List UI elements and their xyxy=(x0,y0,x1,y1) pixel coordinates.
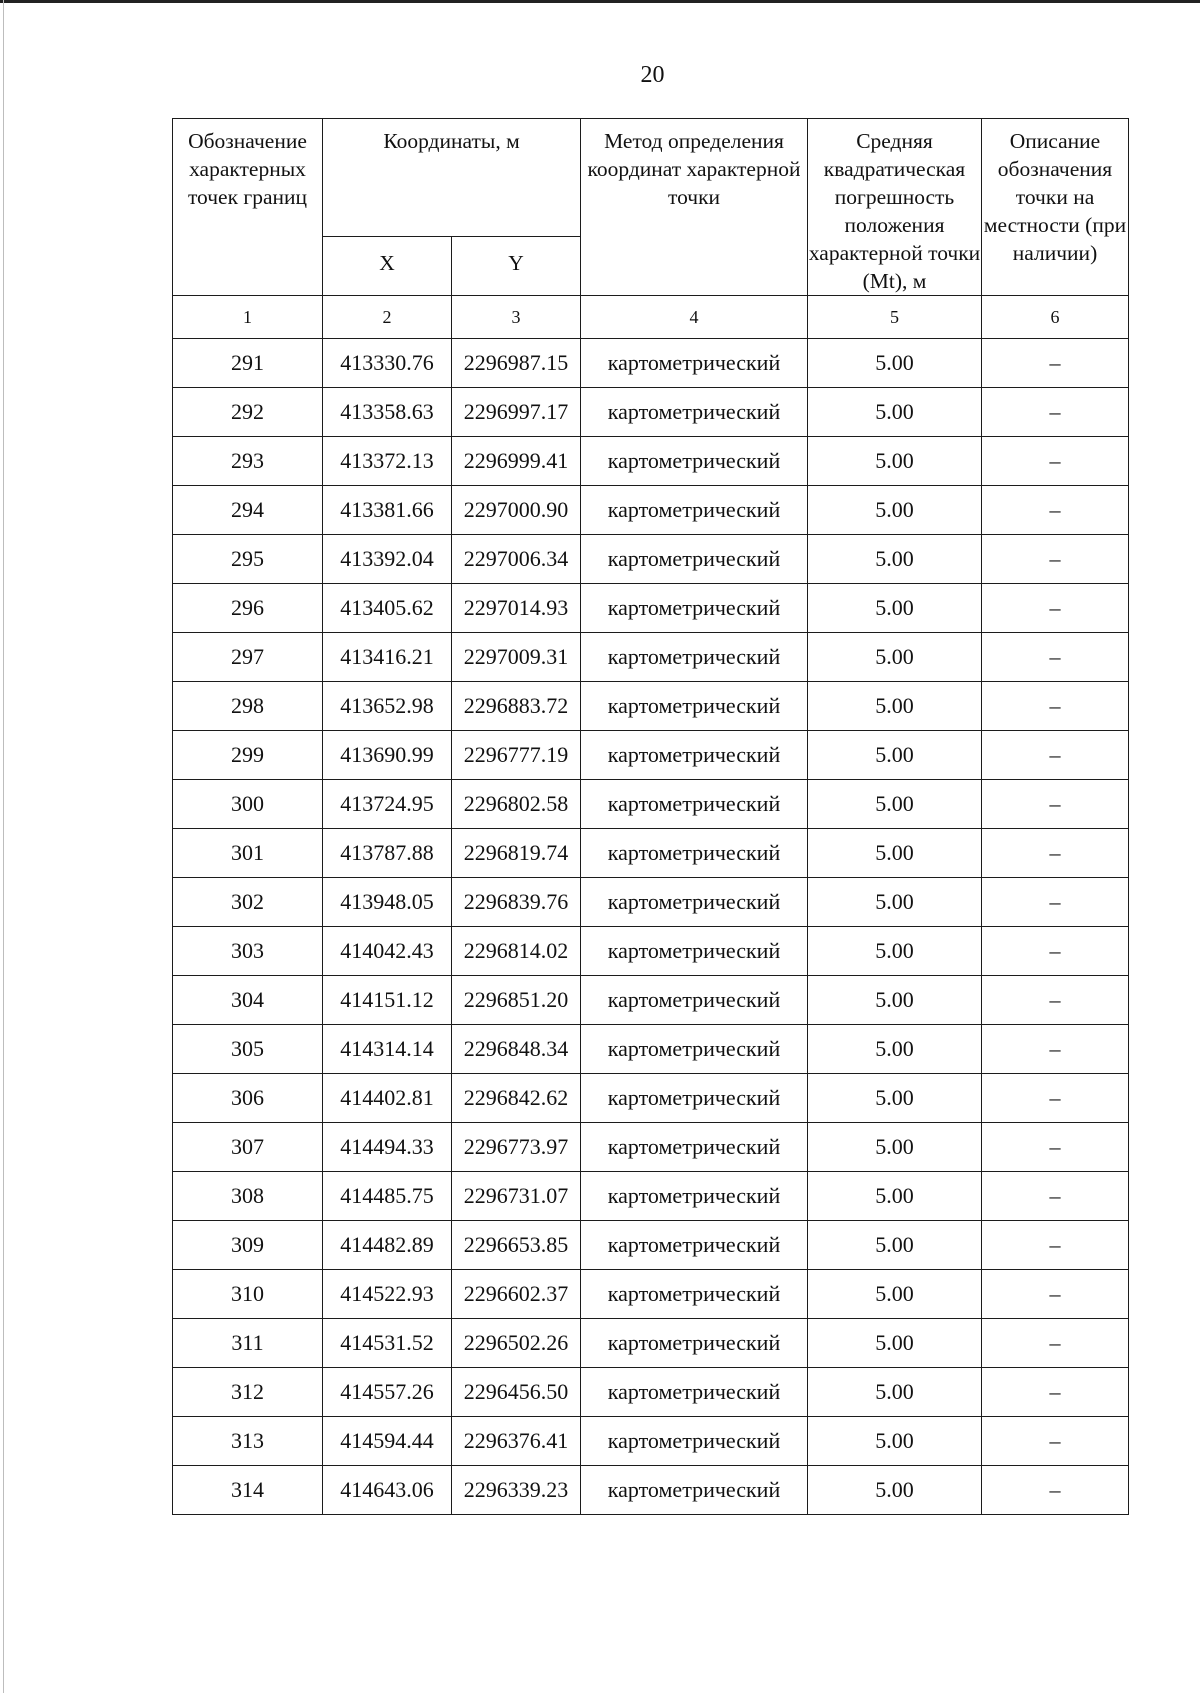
cell-x-coordinate: 413330.76 xyxy=(323,339,452,388)
cell-description: – xyxy=(982,1074,1129,1123)
cell-point-number: 307 xyxy=(173,1123,323,1172)
cell-mean-square-error: 5.00 xyxy=(808,1123,982,1172)
cell-x-coordinate: 414531.52 xyxy=(323,1319,452,1368)
cell-method: картометрический xyxy=(581,976,808,1025)
cell-description: – xyxy=(982,878,1129,927)
cell-mean-square-error: 5.00 xyxy=(808,1025,982,1074)
table-row xyxy=(173,1368,1129,1417)
cell-x-coordinate: 413381.66 xyxy=(323,486,452,535)
cell-method: картометрический xyxy=(581,1123,808,1172)
cell-description: – xyxy=(982,633,1129,682)
cell-method: картометрический xyxy=(581,1319,808,1368)
cell-method: картометрический xyxy=(581,731,808,780)
cell-description: – xyxy=(982,535,1129,584)
cell-y-coordinate: 2296777.19 xyxy=(452,731,581,780)
cell-point-number: 309 xyxy=(173,1221,323,1270)
table-row xyxy=(173,535,1129,584)
table-row xyxy=(173,1172,1129,1221)
cell-method: картометрический xyxy=(581,1221,808,1270)
cell-point-number: 304 xyxy=(173,976,323,1025)
cell-x-coordinate: 413372.13 xyxy=(323,437,452,486)
cell-mean-square-error: 5.00 xyxy=(808,1221,982,1270)
cell-description: – xyxy=(982,1123,1129,1172)
cell-x-coordinate: 413416.21 xyxy=(323,633,452,682)
cell-x-coordinate: 413652.98 xyxy=(323,682,452,731)
cell-mean-square-error: 5.00 xyxy=(808,1368,982,1417)
cell-method: картометрический xyxy=(581,584,808,633)
cell-description: – xyxy=(982,1466,1129,1515)
cell-y-coordinate: 2296653.85 xyxy=(452,1221,581,1270)
cell-x-coordinate: 413690.99 xyxy=(323,731,452,780)
cell-y-coordinate: 2296987.15 xyxy=(452,339,581,388)
table-row xyxy=(173,731,1129,780)
column-number: 2 xyxy=(323,296,452,339)
cell-mean-square-error: 5.00 xyxy=(808,927,982,976)
cell-y-coordinate: 2296731.07 xyxy=(452,1172,581,1221)
header-point-designation: Обозначение характерных точек границ xyxy=(173,119,323,296)
cell-method: картометрический xyxy=(581,486,808,535)
cell-point-number: 310 xyxy=(173,1270,323,1319)
left-scan-border xyxy=(3,0,4,1693)
cell-description: – xyxy=(982,1172,1129,1221)
column-number: 4 xyxy=(581,296,808,339)
cell-y-coordinate: 2296376.41 xyxy=(452,1417,581,1466)
top-scan-border xyxy=(0,0,1200,3)
cell-mean-square-error: 5.00 xyxy=(808,1270,982,1319)
cell-y-coordinate: 2296339.23 xyxy=(452,1466,581,1515)
cell-y-coordinate: 2296456.50 xyxy=(452,1368,581,1417)
header-coordinates: Координаты, м xyxy=(323,119,581,237)
cell-method: картометрический xyxy=(581,1466,808,1515)
cell-point-number: 293 xyxy=(173,437,323,486)
table-row xyxy=(173,1025,1129,1074)
cell-method: картометрический xyxy=(581,1368,808,1417)
table-row xyxy=(173,878,1129,927)
cell-mean-square-error: 5.00 xyxy=(808,1466,982,1515)
cell-point-number: 298 xyxy=(173,682,323,731)
cell-x-coordinate: 414494.33 xyxy=(323,1123,452,1172)
cell-description: – xyxy=(982,1319,1129,1368)
cell-x-coordinate: 413405.62 xyxy=(323,584,452,633)
cell-y-coordinate: 2296802.58 xyxy=(452,780,581,829)
cell-description: – xyxy=(982,339,1129,388)
column-number: 6 xyxy=(982,296,1129,339)
cell-x-coordinate: 414402.81 xyxy=(323,1074,452,1123)
table-row xyxy=(173,584,1129,633)
cell-point-number: 301 xyxy=(173,829,323,878)
cell-description: – xyxy=(982,1025,1129,1074)
cell-method: картометрический xyxy=(581,780,808,829)
table-row xyxy=(173,1270,1129,1319)
cell-description: – xyxy=(982,584,1129,633)
cell-method: картометрический xyxy=(581,682,808,731)
cell-point-number: 311 xyxy=(173,1319,323,1368)
table-row xyxy=(173,927,1129,976)
cell-y-coordinate: 2296839.76 xyxy=(452,878,581,927)
cell-point-number: 291 xyxy=(173,339,323,388)
table-row xyxy=(173,1074,1129,1123)
cell-mean-square-error: 5.00 xyxy=(808,780,982,829)
cell-method: картометрический xyxy=(581,633,808,682)
header-mean-square-error: Средняя квадратическая погрешность положения характерной точки (Mt), м xyxy=(808,119,982,296)
table-row xyxy=(173,339,1129,388)
cell-method: картометрический xyxy=(581,878,808,927)
cell-x-coordinate: 414557.26 xyxy=(323,1368,452,1417)
cell-mean-square-error: 5.00 xyxy=(808,584,982,633)
cell-x-coordinate: 414643.06 xyxy=(323,1466,452,1515)
cell-method: картометрический xyxy=(581,829,808,878)
cell-description: – xyxy=(982,1221,1129,1270)
cell-y-coordinate: 2297000.90 xyxy=(452,486,581,535)
cell-point-number: 296 xyxy=(173,584,323,633)
cell-description: – xyxy=(982,1417,1129,1466)
cell-mean-square-error: 5.00 xyxy=(808,486,982,535)
cell-method: картометрический xyxy=(581,1270,808,1319)
cell-method: картометрический xyxy=(581,1074,808,1123)
page-number: 20 xyxy=(640,62,665,88)
cell-point-number: 300 xyxy=(173,780,323,829)
cell-y-coordinate: 2297014.93 xyxy=(452,584,581,633)
cell-x-coordinate: 414522.93 xyxy=(323,1270,452,1319)
table-row xyxy=(173,1123,1129,1172)
cell-method: картометрический xyxy=(581,437,808,486)
cell-point-number: 314 xyxy=(173,1466,323,1515)
cell-point-number: 294 xyxy=(173,486,323,535)
cell-x-coordinate: 413787.88 xyxy=(323,829,452,878)
cell-y-coordinate: 2296851.20 xyxy=(452,976,581,1025)
cell-y-coordinate: 2296502.26 xyxy=(452,1319,581,1368)
cell-point-number: 295 xyxy=(173,535,323,584)
cell-x-coordinate: 413948.05 xyxy=(323,878,452,927)
cell-y-coordinate: 2296842.62 xyxy=(452,1074,581,1123)
cell-point-number: 302 xyxy=(173,878,323,927)
cell-x-coordinate: 413724.95 xyxy=(323,780,452,829)
table-row xyxy=(173,976,1129,1025)
cell-point-number: 299 xyxy=(173,731,323,780)
cell-point-number: 303 xyxy=(173,927,323,976)
table-body xyxy=(173,296,1129,1515)
cell-mean-square-error: 5.00 xyxy=(808,878,982,927)
header-x: X xyxy=(323,237,452,296)
cell-x-coordinate: 414314.14 xyxy=(323,1025,452,1074)
cell-y-coordinate: 2297006.34 xyxy=(452,535,581,584)
table-row xyxy=(173,1319,1129,1368)
cell-mean-square-error: 5.00 xyxy=(808,339,982,388)
cell-y-coordinate: 2296999.41 xyxy=(452,437,581,486)
cell-x-coordinate: 413392.04 xyxy=(323,535,452,584)
column-number: 5 xyxy=(808,296,982,339)
column-number-row xyxy=(173,296,1129,339)
table-row xyxy=(173,1417,1129,1466)
cell-method: картометрический xyxy=(581,388,808,437)
table-row xyxy=(173,633,1129,682)
cell-description: – xyxy=(982,1270,1129,1319)
header-description: Описание обозначения точки на местности (при наличии) xyxy=(982,119,1129,296)
table-row xyxy=(173,682,1129,731)
cell-x-coordinate: 414482.89 xyxy=(323,1221,452,1270)
cell-y-coordinate: 2296819.74 xyxy=(452,829,581,878)
cell-point-number: 312 xyxy=(173,1368,323,1417)
cell-method: картометрический xyxy=(581,1025,808,1074)
column-number: 1 xyxy=(173,296,323,339)
table-row xyxy=(173,388,1129,437)
cell-point-number: 292 xyxy=(173,388,323,437)
cell-description: – xyxy=(982,682,1129,731)
cell-description: – xyxy=(982,388,1129,437)
table-header xyxy=(173,119,1129,296)
cell-mean-square-error: 5.00 xyxy=(808,535,982,584)
cell-mean-square-error: 5.00 xyxy=(808,1319,982,1368)
cell-description: – xyxy=(982,731,1129,780)
cell-point-number: 297 xyxy=(173,633,323,682)
cell-y-coordinate: 2296883.72 xyxy=(452,682,581,731)
cell-y-coordinate: 2296997.17 xyxy=(452,388,581,437)
cell-y-coordinate: 2296602.37 xyxy=(452,1270,581,1319)
table-row xyxy=(173,1221,1129,1270)
cell-point-number: 306 xyxy=(173,1074,323,1123)
cell-method: картометрический xyxy=(581,339,808,388)
cell-mean-square-error: 5.00 xyxy=(808,388,982,437)
cell-description: – xyxy=(982,780,1129,829)
cell-method: картометрический xyxy=(581,1417,808,1466)
column-number: 3 xyxy=(452,296,581,339)
cell-mean-square-error: 5.00 xyxy=(808,1172,982,1221)
cell-mean-square-error: 5.00 xyxy=(808,976,982,1025)
cell-mean-square-error: 5.00 xyxy=(808,633,982,682)
cell-method: картометрический xyxy=(581,927,808,976)
cell-method: картометрический xyxy=(581,535,808,584)
table-row xyxy=(173,1466,1129,1515)
cell-description: – xyxy=(982,1368,1129,1417)
table-row xyxy=(173,829,1129,878)
cell-y-coordinate: 2296773.97 xyxy=(452,1123,581,1172)
cell-point-number: 313 xyxy=(173,1417,323,1466)
cell-point-number: 305 xyxy=(173,1025,323,1074)
header-method: Метод определения координат характерной точки xyxy=(581,119,808,296)
cell-description: – xyxy=(982,927,1129,976)
cell-description: – xyxy=(982,829,1129,878)
boundary-points-table xyxy=(172,118,1129,1515)
cell-description: – xyxy=(982,976,1129,1025)
cell-method: картометрический xyxy=(581,1172,808,1221)
cell-mean-square-error: 5.00 xyxy=(808,1417,982,1466)
cell-x-coordinate: 414594.44 xyxy=(323,1417,452,1466)
cell-mean-square-error: 5.00 xyxy=(808,731,982,780)
cell-mean-square-error: 5.00 xyxy=(808,437,982,486)
table-row xyxy=(173,437,1129,486)
table-row xyxy=(173,780,1129,829)
cell-x-coordinate: 414042.43 xyxy=(323,927,452,976)
cell-description: – xyxy=(982,486,1129,535)
cell-y-coordinate: 2297009.31 xyxy=(452,633,581,682)
cell-x-coordinate: 413358.63 xyxy=(323,388,452,437)
table-row xyxy=(173,486,1129,535)
cell-y-coordinate: 2296814.02 xyxy=(452,927,581,976)
cell-mean-square-error: 5.00 xyxy=(808,682,982,731)
cell-mean-square-error: 5.00 xyxy=(808,829,982,878)
cell-x-coordinate: 414151.12 xyxy=(323,976,452,1025)
header-y: Y xyxy=(452,237,581,296)
cell-description: – xyxy=(982,437,1129,486)
cell-point-number: 308 xyxy=(173,1172,323,1221)
cell-mean-square-error: 5.00 xyxy=(808,1074,982,1123)
cell-y-coordinate: 2296848.34 xyxy=(452,1025,581,1074)
cell-x-coordinate: 414485.75 xyxy=(323,1172,452,1221)
